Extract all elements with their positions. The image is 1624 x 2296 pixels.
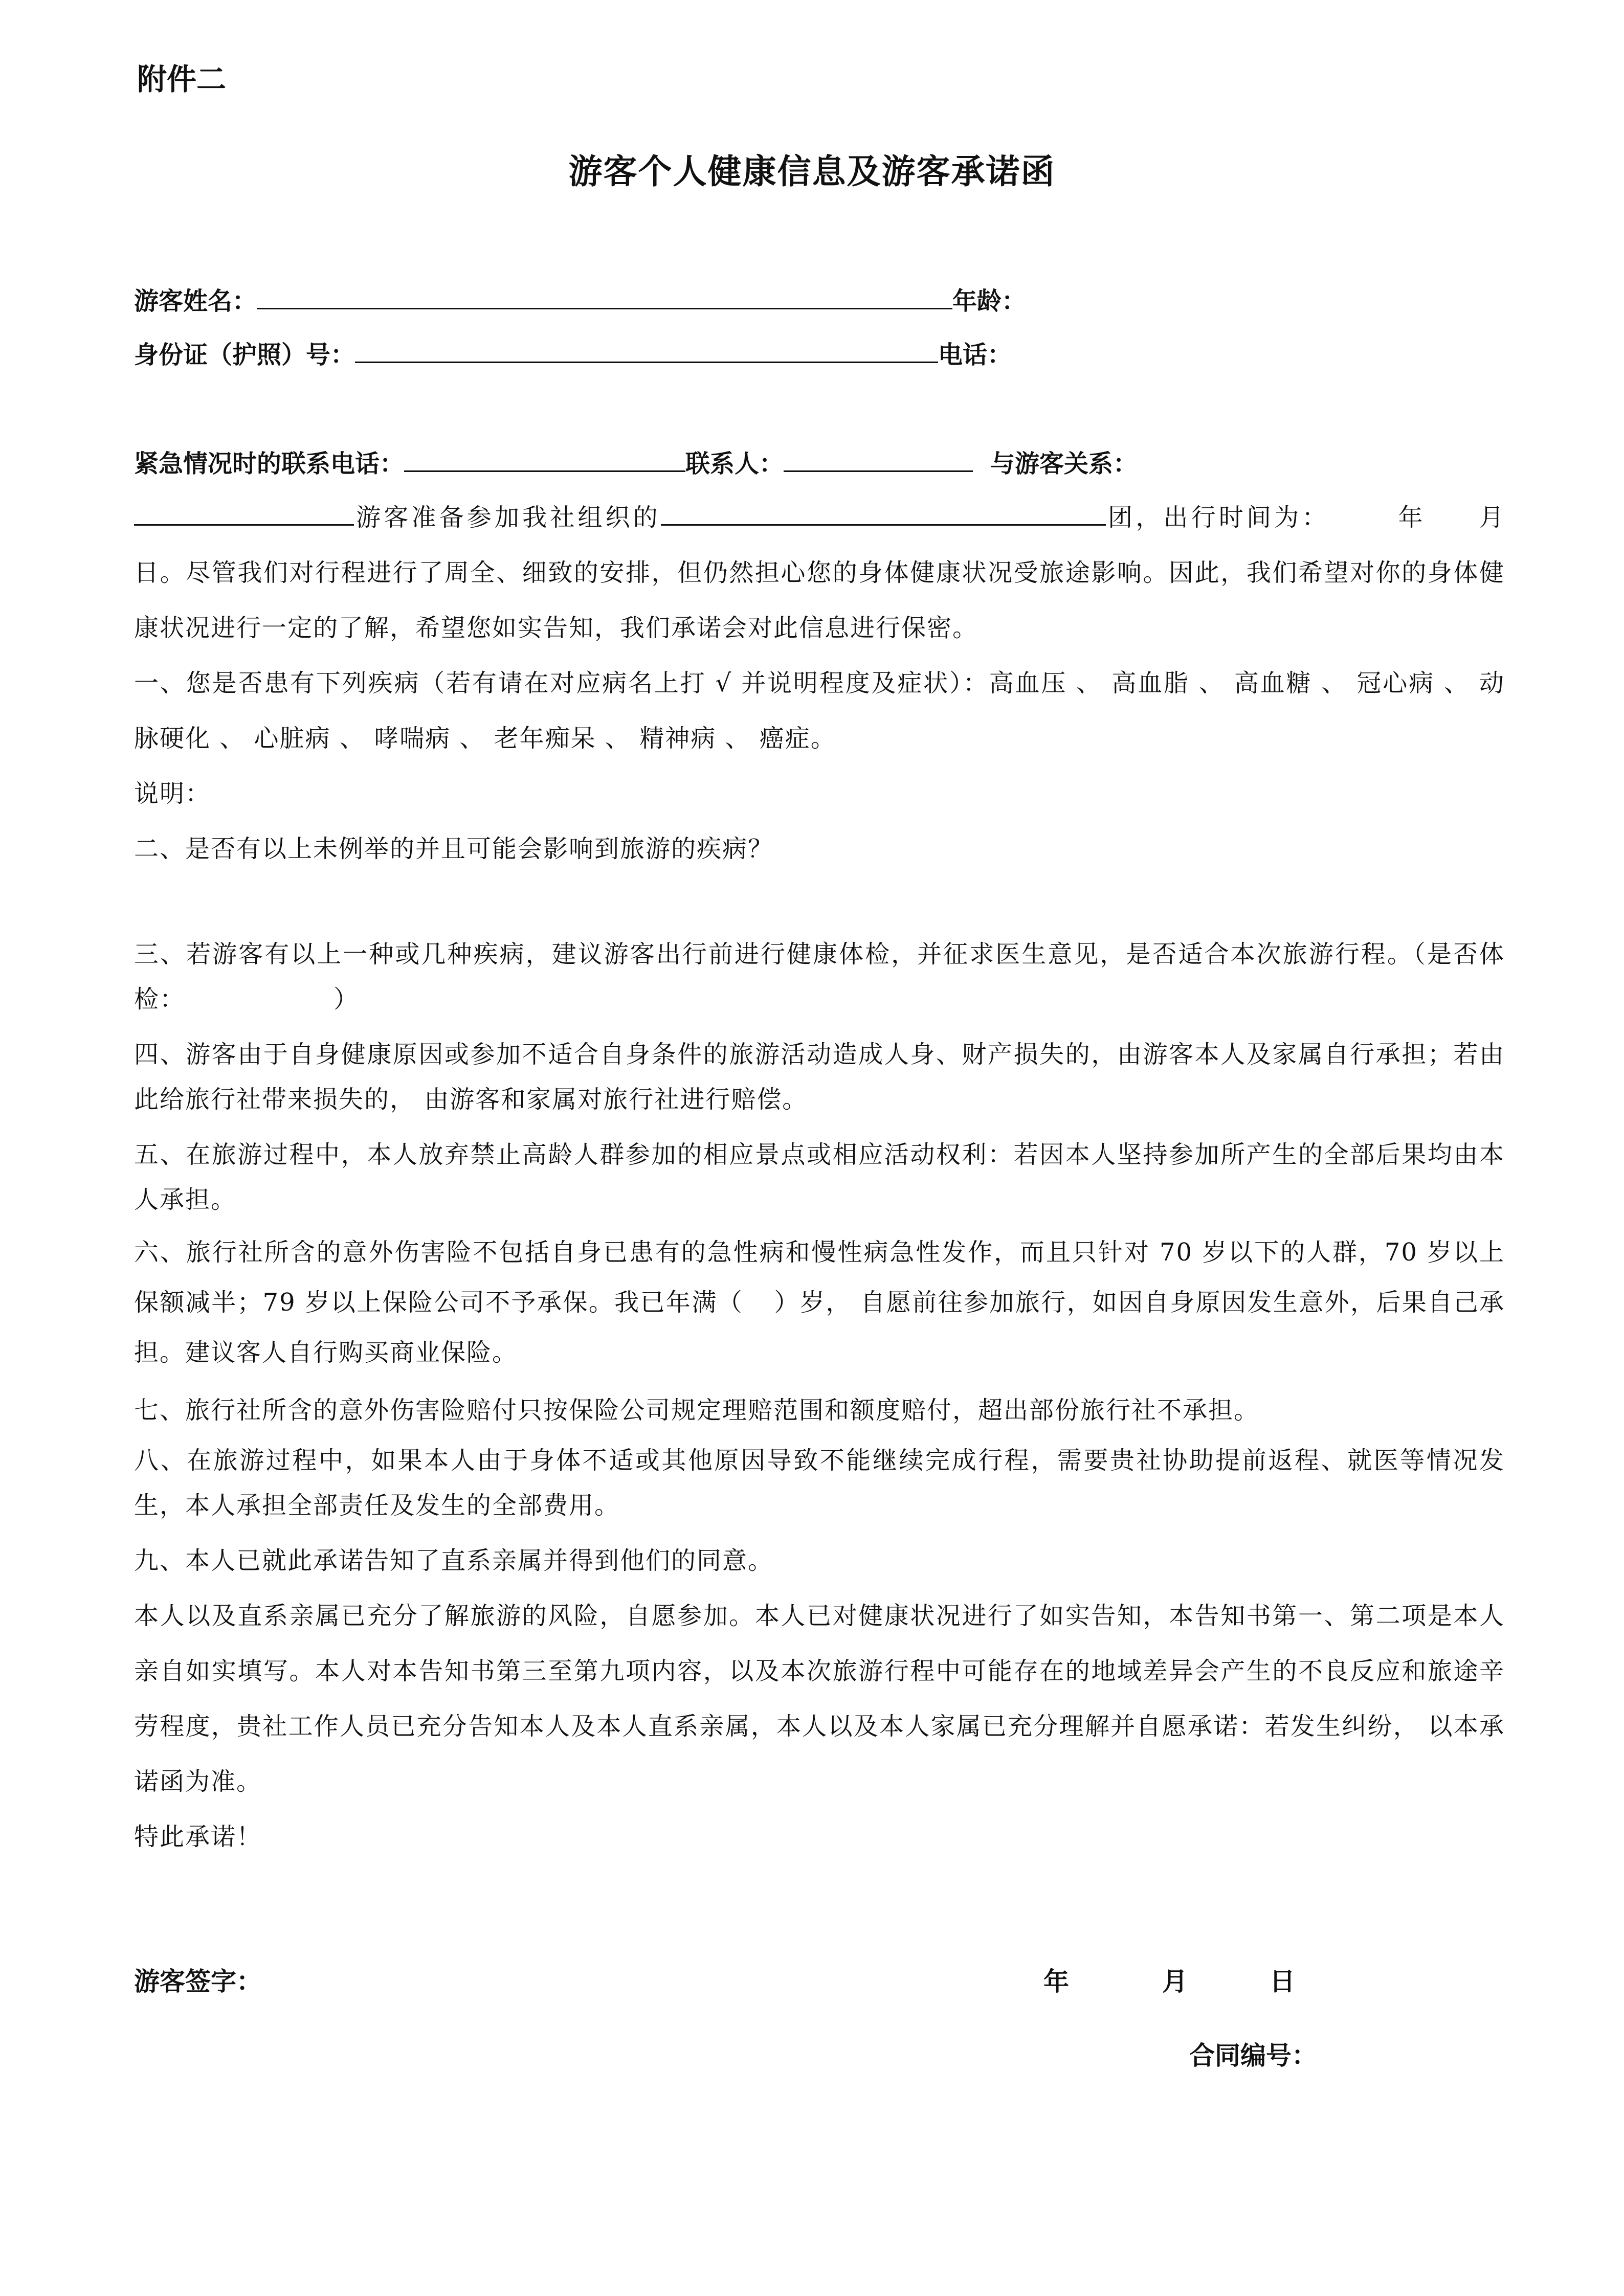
item1-lead: 一、您是否患有下列疾病（若有请在对应病名上打 √ 并说明程度及症状）： [134, 669, 989, 697]
item1-note: 说明： [134, 779, 211, 808]
disease-mental[interactable]: 精神病 [639, 724, 717, 753]
item-7: 七、旅行社所含的意外伤害险赔付只按保险公司规定理赔范围和额度赔付，超出部份旅行社不承担。 [134, 1396, 1260, 1425]
id-row [134, 335, 1012, 370]
item3-checkup-close: ） [333, 985, 360, 1014]
intro-part2: 团，出行时间为： [1105, 503, 1330, 532]
signature-month: 月 [1162, 1966, 1188, 1996]
body-text [134, 490, 1505, 1864]
pledge-line: 特此承诺！ [134, 1822, 262, 1851]
signature-year: 年 [1043, 1966, 1069, 1996]
disease-hyperlipidemia[interactable]: 高血脂 [1111, 669, 1190, 697]
id-label: 身份证（护照）号： [134, 341, 355, 369]
contact-line[interactable] [784, 450, 973, 472]
item-4: 四、游客由于自身健康原因或参加不适合自身条件的旅游活动造成人身、财产损失的，由游客本人及家属自行承担；若由此给旅行社带来损失的， 由游客和家属对旅行社进行赔偿。 [134, 1040, 1505, 1114]
disease-hypertension[interactable]: 高血压 [989, 669, 1067, 697]
contract-number-label: 合同编号： [1189, 2041, 1317, 2070]
disease-heart[interactable]: 心脏病 [254, 724, 331, 753]
annex-label: 附件二 [137, 62, 227, 97]
intro-line2: 日。尽管我们对行程进行了周全、细致的安排，但仍然担心您的身体健康状况受旅途影响。因此，我们希望对你的身体健康状况进行一定的了解，希望您如实告知，我们承诺会对此信息进行保密。 [134, 558, 1505, 642]
disease-cancer[interactable]: 癌症。 [759, 724, 836, 753]
item3-text: 三、若游客有以上一种或几种疾病，建议游客出行前进行健康体检，并征求医生意见，是否适合本次旅游行程。 [134, 940, 1413, 969]
tour-name-line[interactable] [661, 504, 1106, 526]
age-label: 年龄： [952, 287, 1027, 316]
disease-asthma[interactable]: 哮喘病 [374, 724, 451, 753]
intro-year: 年 [1396, 503, 1426, 532]
disease-hyperglycemia[interactable]: 高血糖 [1234, 669, 1312, 697]
emergency-row [134, 444, 1138, 479]
phone-label: 电话： [938, 341, 1012, 369]
item-5: 五、在旅游过程中，本人放弃禁止高龄人群参加的相应景点或相应活动权利：若因本人坚持参加所产生的全部后果均由本人承担。 [134, 1140, 1505, 1214]
id-input-line[interactable] [355, 341, 938, 363]
signature-label: 游客签字： [134, 1966, 262, 1996]
name-row [134, 281, 1026, 317]
signature-day: 日 [1270, 1966, 1295, 1996]
disease-dementia[interactable]: 老年痴呆 [494, 724, 596, 753]
disease-coronary[interactable]: 冠心病 [1356, 669, 1435, 697]
name-label: 游客姓名： [134, 287, 257, 316]
item-3 [134, 932, 1505, 1022]
disease-arteriosclerosis[interactable]: 动脉硬化 [134, 669, 1505, 753]
closing-statement: 本人以及直系亲属已充分了解旅游的风险，自愿参加。本人已对健康状况进行了如实告知，本告知书第一、第二项是本人亲自如实填写。本人对本告知书第三至第九项内容，以及本次旅游行程中可能存在的地域差异会产生的不良反应和旅途辛劳程度，贵社工作人员已充分告知本人及本人直系亲属，本人以及本人家属已充分理解并自愿承诺：若发生纠纷， 以本承诺函为准。 [134, 1602, 1505, 1796]
intro-month: 月 [1477, 503, 1505, 532]
item-9: 九、本人已就此承诺告知了直系亲属并得到他们的同意。 [134, 1546, 774, 1575]
document-title: 游客个人健康信息及游客承诺函 [568, 151, 1056, 191]
item3-checkup: （是否体检： [134, 940, 1505, 1014]
emergency-phone-line[interactable] [404, 450, 685, 472]
contact-label: 联系人： [685, 449, 784, 478]
item-8: 八、在旅游过程中，如果本人由于身体不适或其他原因导致不能继续完成行程，需要贵社协助提前返程、就医等情况发生，本人承担全部责任及发生的全部费用。 [134, 1446, 1505, 1520]
intro-paragraph [134, 490, 1505, 656]
item6-part2: ）岁， 自愿前往参加旅行，如因自身原因发生意外，后果自己承担。建议客人自行购买商业保险。 [134, 1288, 1505, 1367]
intro-part1: 游客准备参加我社组织的 [354, 503, 661, 532]
tourist-name-line[interactable] [134, 504, 354, 526]
item-6 [134, 1227, 1505, 1378]
item-2: 二、是否有以上未例举的并且可能会影响到旅游的疾病？ [134, 835, 774, 863]
emergency-phone-label: 紧急情况时的联系电话： [134, 449, 405, 478]
name-input-line[interactable] [257, 287, 952, 309]
item6-part1: 六、旅行社所含的意外伤害险不包括自身已患有的急性病和慢性病急性发作，而且只针对 70 岁以下的人群，70 岁以上保额减半；79 岁以上保险公司不予承保。我已年满（ [134, 1238, 1505, 1317]
item-1: 一、您是否患有下列疾病（若有请在对应病名上打 √ 并说明程度及症状）：高血压 、 高血脂 、 高血糖 、 冠心病 、 动脉硬化 、 心脏病 、 哮喘病 、 老年痴呆 、 精神病 、 癌症。 [134, 669, 1505, 753]
relation-label: 与游客关系： [990, 449, 1138, 478]
